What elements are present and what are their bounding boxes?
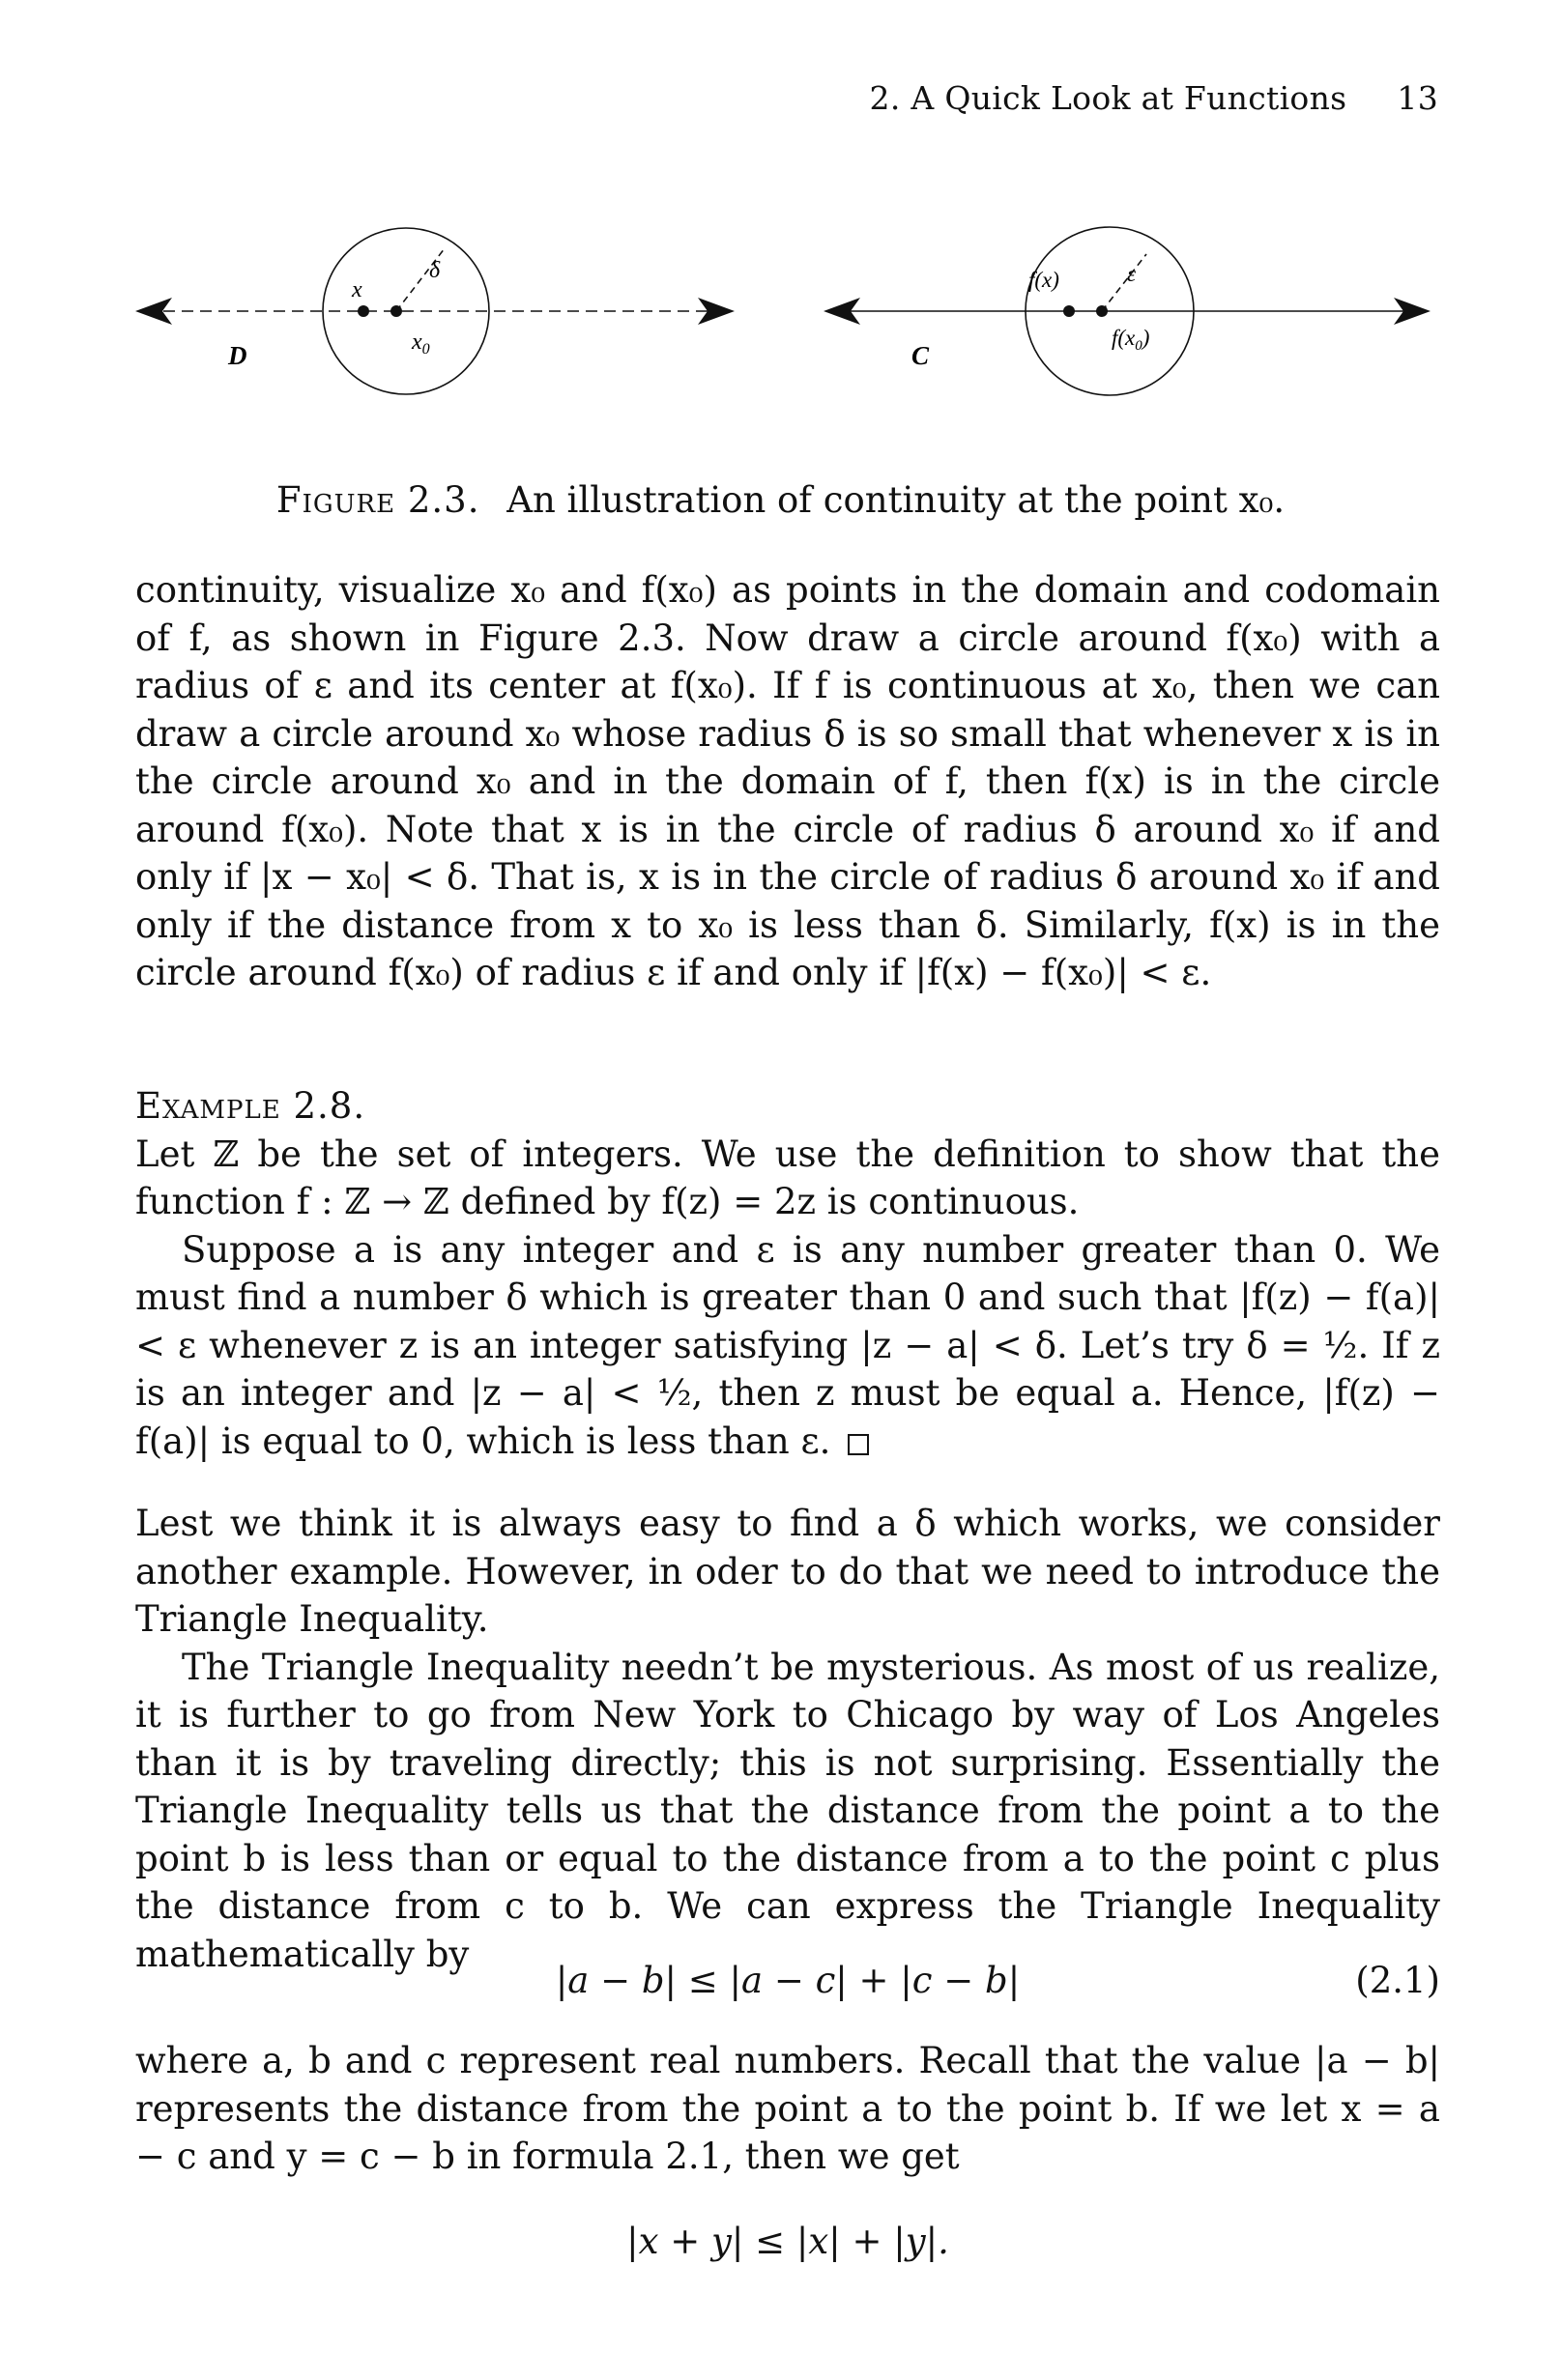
label-delta: δ bbox=[429, 258, 441, 283]
epsilon-radius bbox=[1102, 254, 1146, 311]
equation-body: |a − b| ≤ |a − c| + |c − b| bbox=[555, 1960, 1021, 2001]
qed-box-icon bbox=[848, 1434, 869, 1455]
point-x bbox=[358, 305, 369, 317]
label-codomain-C: C bbox=[911, 341, 930, 370]
example-proof bbox=[135, 1226, 1440, 1466]
paragraph-text: continuity, visualize x₀ and f(x₀) as points in the domain and codomain of f, as shown in Figure 2.3. Now draw a circle around f(x₀) with a radius of ε and its center at f(x₀). If f is continuous at x₀, then we can draw a circle around x₀ whose radius δ is so small that whenever x is in the circle around x₀ and in the domain of f, then f(x) is in the circle around f(x₀). Note that x is in the circle of radius δ around x₀ if and only if |x − x₀| < δ. That is, x is in the circle of radius δ around x₀ if and only if the distance from x to x₀ is less than δ. Similarly, f(x) is in the circle around f(x₀) of radius ε if and only if |f(x) − f(x₀)| < ε. bbox=[135, 569, 1440, 993]
point-x0 bbox=[390, 305, 402, 317]
caption-label: Figure 2.3. bbox=[275, 479, 480, 521]
equation-2-1 bbox=[135, 1960, 1440, 2008]
continuity-diagram bbox=[135, 188, 1431, 478]
section-title: 2. A Quick Look at Functions bbox=[869, 79, 1347, 117]
example-2-8 bbox=[135, 1082, 1440, 1465]
caption-text: An illustration of continuity at the point x₀. bbox=[506, 479, 1286, 521]
label-epsilon: ε bbox=[1127, 262, 1137, 286]
point-fx bbox=[1063, 305, 1075, 317]
paragraph-text: where a, b and c represent real numbers. Recall that the value |a − b| represents the distance from the point a to the point b. If we let x = a − c and y = c − b in formula 2.1, then we get bbox=[135, 2040, 1440, 2177]
equation-body: |x + y| ≤ |x| + |y|. bbox=[626, 2221, 949, 2262]
figure-caption bbox=[0, 479, 1561, 521]
paragraph-continuity bbox=[135, 566, 1440, 997]
label-fx0: $f(x_0)$ bbox=[1112, 326, 1150, 354]
codomain-diagram bbox=[824, 227, 1431, 395]
equation-number: (2.1) bbox=[1355, 1960, 1440, 2001]
label-fx: f(x) bbox=[1028, 268, 1059, 292]
paragraph-triangle-intro bbox=[135, 1500, 1440, 1978]
example-proof-text: Suppose a is any integer and ε is any number greater than 0. We must find a number δ which is greater than 0 and such that |f(z) − f(a)| < ε whenever z is an integer satisfying |z − a| < δ. Let’s try δ = ½. If z is an integer and |z − a| < ½, then z must be equal a. Hence, |f(z) − f(a)| is equal to 0, which is less than ε. bbox=[135, 1228, 1440, 1462]
page-number: 13 bbox=[1397, 79, 1438, 117]
domain-diagram bbox=[135, 228, 735, 394]
paragraph-text: The Triangle Inequality needn’t be mysterious. As most of us realize, it is further to go from New York to Chicago by way of Los Angeles than it is by traveling directly; this is not surprising. Essentially the Triangle Inequality tells us that the distance from the point a to the point b is less than or equal to the distance from a to the point c plus the distance from c to b. We can express the Triangle Inequality mathematically by bbox=[135, 1646, 1440, 1975]
paragraph-text: Lest we think it is always easy to find a δ which works, we consider another example. However, in oder to do that we need to introduce the Triangle Inequality. bbox=[135, 1503, 1440, 1640]
label-x: x bbox=[352, 277, 362, 302]
example-statement: Let ℤ be the set of integers. We use the definition to show that the function f : ℤ → ℤ defined by f(z) = 2z is continuous. bbox=[135, 1133, 1440, 1222]
example-heading: Example 2.8. bbox=[135, 1085, 366, 1127]
label-x0: $x_0$ bbox=[412, 330, 430, 358]
running-head bbox=[0, 79, 1438, 117]
equation-triangle-inequality bbox=[135, 2221, 1440, 2269]
point-fx0 bbox=[1096, 305, 1108, 317]
label-domain-D: D bbox=[228, 341, 247, 370]
paragraph-substitution bbox=[135, 2037, 1440, 2181]
figure-2-3 bbox=[135, 188, 1431, 478]
